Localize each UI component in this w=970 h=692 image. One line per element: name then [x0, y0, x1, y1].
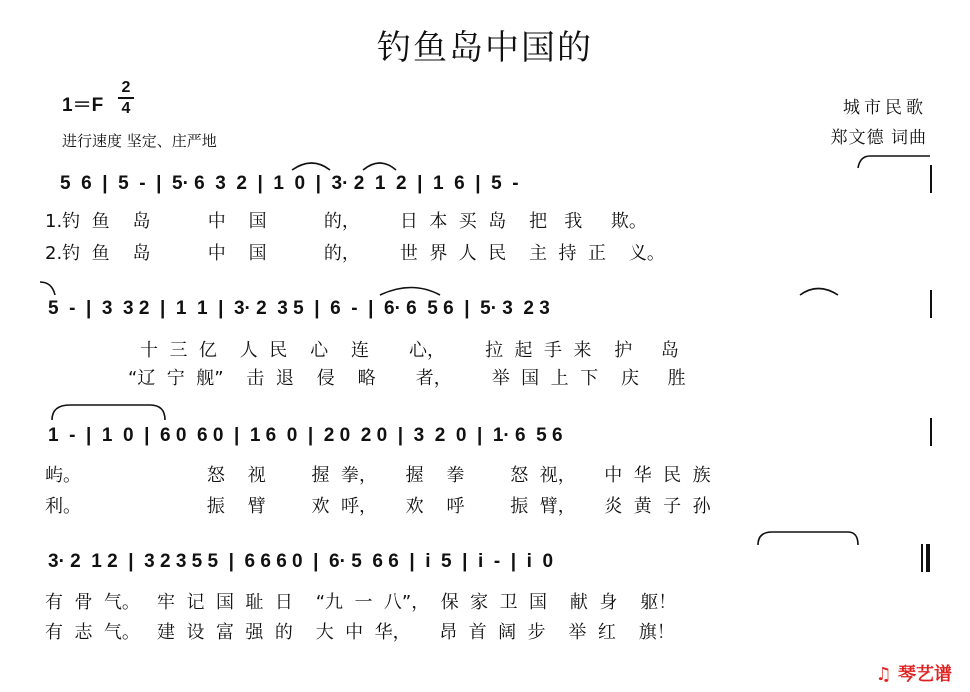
watermark-text: 琴艺谱: [898, 664, 952, 685]
time-signature-bottom: 4: [121, 100, 131, 117]
song-source: 城市民歌: [843, 98, 927, 118]
site-logo: [876, 660, 952, 686]
lyrics-row-2-verse-1: 十 三 亿 人 民 心 连 心， 拉 起 手 来 护 岛: [140, 340, 679, 361]
lyrics-row-1-verse-2: 2.钓 鱼 岛 中 国 的， 世 界 人 民 主 持 正 义。: [45, 243, 665, 264]
key-signature: 1＝F: [62, 95, 104, 116]
tempo-marking: 进行速度 坚定、庄严地: [62, 132, 217, 150]
notation-row-3: 1 - | 1 0 | 6 0 6 0 | 1 6 0 | 2 0 2 0 | 3 2 0 | 1· 6 5 6: [48, 425, 563, 446]
lyrics-row-4-verse-2: 有 志 气。 建 设 富 强 的 大 中 华， 昂 首 阔 步 举 红 旗！: [45, 622, 675, 643]
notation-row-1: 5 6 | 5 - | 5· 6 3 2 | 1 0 | 3· 2 1 2 | 1 6 | 5 -: [60, 173, 519, 194]
logo-icon: ♫: [875, 664, 892, 685]
lyrics-row-3-verse-2: 利。 振 臂 欢 呼， 欢 呼 振 臂， 炎 黄 子 孙: [45, 496, 711, 517]
song-title: 钓鱼岛中国的: [377, 28, 593, 68]
lyrics-row-2-verse-2: “辽 宁 舰” 击 退 侵 略 者， 举 国 上 下 庆 胜: [128, 368, 686, 389]
song-credits: 郑文德 词曲: [830, 128, 927, 148]
notation-row-4: 3· 2 1 2 | 3 2 3 5 5 | 6 6 6 0 | 6· 5 6 6 | i 5 | i - | i 0: [48, 551, 554, 572]
notation-row-2: 5 - | 3 3 2 | 1 1 | 3· 2 3 5 | 6 - | 6· 6 5 6 | 5· 3 2 3: [48, 298, 550, 319]
lyrics-row-4-verse-1: 有 骨 气。 牢 记 国 耻 日 “九 一 八”， 保 家 卫 国 献 身 躯！: [45, 592, 677, 613]
time-signature-top: 2: [121, 79, 131, 96]
lyrics-row-1-verse-1: 1.钓 鱼 岛 中 国 的， 日 本 买 岛 把 我 欺。: [45, 211, 647, 232]
lyrics-row-3-verse-1: 屿。 怒 视 握 拳， 握 拳 怒 视， 中 华 民 族: [45, 465, 711, 486]
